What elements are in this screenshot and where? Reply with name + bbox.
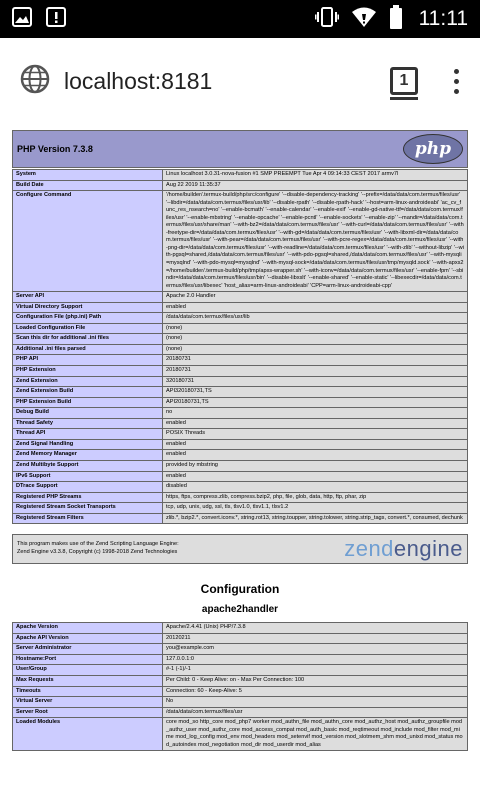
row-key: Zend Extension Build: [13, 387, 163, 398]
table-row: [13, 623, 468, 634]
table-row: [13, 313, 468, 324]
row-key: Apache API Version: [13, 633, 163, 644]
row-value: No: [163, 697, 468, 708]
row-key: Virtual Server: [13, 697, 163, 708]
row-key: Timeouts: [13, 686, 163, 697]
row-value: #-1 (-1)/-1: [163, 665, 468, 676]
row-value: core mod_so http_core mod_php7 worker mod_authn_file mod_authn_core mod_authz_host mod_authz_groupfile mod_authz_user mod_authz_core mod_access_compat mod_auth_basic mod_reqtimeout mod_include mod_filter mod_mime mod_log_config mod_env mod_headers mod_setenvif mod_version mod_slotmem_shm mod_unixd mod_status mod_autoindex mod_negotiation mod_dir mod_userdir mod_alias: [163, 718, 468, 751]
row-value: API20180731,TS: [163, 397, 468, 408]
table-row: [13, 355, 468, 366]
table-row: [13, 644, 468, 655]
table-row: [13, 513, 468, 524]
row-key: Thread Safety: [13, 418, 163, 429]
row-value: no: [163, 408, 468, 419]
table-row: [13, 460, 468, 471]
row-key: Loaded Modules: [13, 718, 163, 751]
row-value: enabled: [163, 450, 468, 461]
overflow-menu-icon[interactable]: [452, 69, 460, 94]
row-value: enabled: [163, 302, 468, 313]
row-key: Thread API: [13, 429, 163, 440]
row-key: Configure Command: [13, 191, 163, 292]
table-row: [13, 344, 468, 355]
table-row: [13, 334, 468, 345]
row-key: Registered PHP Streams: [13, 492, 163, 503]
browser-toolbar: [0, 38, 480, 124]
row-key: Zend Multibyte Support: [13, 460, 163, 471]
row-key: Build Date: [13, 180, 163, 191]
table-row: [13, 654, 468, 665]
zend-notice-line1: This program makes use of the Zend Scripting Language Engine:: [17, 541, 179, 548]
table-row: [13, 503, 468, 514]
table-row: [13, 697, 468, 708]
row-key: System: [13, 170, 163, 181]
row-key: Server API: [13, 292, 163, 303]
table-row: [13, 439, 468, 450]
table-row: [13, 471, 468, 482]
url-bar[interactable]: localhost:8181: [64, 67, 213, 94]
clock: 11:11: [418, 7, 468, 30]
zend-engine-box: [12, 534, 468, 564]
apache2handler-heading: apache2handler: [201, 604, 279, 616]
battery-icon: [389, 5, 403, 33]
row-key: Configuration File (php.ini) Path: [13, 313, 163, 324]
table-row: [13, 482, 468, 493]
table-row: [13, 376, 468, 387]
table-row: [13, 366, 468, 377]
row-value: POSIX Threads: [163, 429, 468, 440]
row-key: PHP Extension Build: [13, 397, 163, 408]
table-row: [13, 707, 468, 718]
row-value: Apache/2.4.41 (Unix) PHP/7.3.8: [163, 623, 468, 634]
table-row: [13, 665, 468, 676]
row-value: Per Child: 0 - Keep Alive: on - Max Per Connection: 100: [163, 675, 468, 686]
table-row: [13, 323, 468, 334]
row-value: /data/data/com.termux/files/usr: [163, 707, 468, 718]
row-value: 20180731: [163, 366, 468, 377]
page-content[interactable]: [0, 124, 480, 800]
table-row: [13, 397, 468, 408]
table-row: [13, 718, 468, 751]
table-row: [13, 302, 468, 313]
row-key: Server Administrator: [13, 644, 163, 655]
configuration-heading: Configuration: [200, 582, 280, 597]
row-value: you@example.com: [163, 644, 468, 655]
row-key: Server Root: [13, 707, 163, 718]
row-value: (none): [163, 334, 468, 345]
page-title: PHP Version 7.3.8: [17, 144, 93, 154]
table-row: [13, 450, 468, 461]
zend-engine-logo: zendengine: [344, 535, 463, 561]
row-key: Max Requests: [13, 675, 163, 686]
row-key: Zend Memory Manager: [13, 450, 163, 461]
table-row: [13, 686, 468, 697]
system-info-table: [12, 169, 468, 524]
row-value: /data/data/com.termux/files/usr/lib: [163, 313, 468, 324]
row-value: Aug 22 2019 11:35:37: [163, 180, 468, 191]
row-value: 127.0.0.1:0: [163, 654, 468, 665]
row-value: tcp, udp, unix, udg, ssl, tls, tlsv1.0, tlsv1.1, tlsv1.2: [163, 503, 468, 514]
row-value: (none): [163, 344, 468, 355]
row-key: Zend Extension: [13, 376, 163, 387]
row-value: '/home/builder/.termux-build/php/src/configure' '--disable-dependency-tracking' '--prefix=/data/data/com.termux/files/usr' '--libdir=/data/data/com.termux/files/usr/lib' '--disable-rpath' '--disable-rpath-hack' '--host=arm-linux-androideabi' 'ac_cv_func_res_nsearch=no' '--enable-bcmath' '--enable-calendar' '--enable-exif' '--enable-gd-native-ttf=/data/data/com.termux/files/usr' '--enable-mbstring' '--enable-opcache' '--enable-pcntl' '--enable-sockets' '--enable-zip' '--mandir=/data/data/com.termux/files/usr/share/man' '--with-bz2=/data/data/com.termux/files/usr' '--with-curl=/data/data/com.termux/files/usr' '--with-freetype-dir=/data/data/com.termux/files/usr' '--with-gd=/data/data/com.termux/files/usr' '--with-libxml-dir=/data/data/com.termux/files/usr' '--with-pear=/data/data/com.termux/files/usr' '--with-pcre-regex=/data/data/com.termux/files/usr' '--with-png-dir=/data/data/com.termux/files/usr' '--with-readline=/data/data/com.termux/files/usr' '--with-zlib' '--without-libzip' '--with-pgsql=shared,/data/data/com.termux/files/usr' '--with-pdo-pgsql=shared,/data/data/com.termux/files/usr' '--with-mysqli=mysqlnd' '--with-pdo-mysql=mysqlnd' '--with-mysql-sock=/data/data/com.termux/files/usr/tmp/mysqld.sock' '--with-apxs2=/home/builder/.termux-build/php/tmp/apxs-wrapper.sh' '--with-iconv=/data/data/com.termux/files/usr' '--enable-fpm' '--sbindir=/data/data/com.termux/files/usr/bin' '--disable-libxslt' '--enable-shared' '--enable-static' '--libexecdir=/data/data/com.termux/files/usr/libexec' 'host_alias=arm-linux-androideabi' 'CPP=arm-linux-androideabi-cpp': [163, 191, 468, 292]
row-value: https, ftps, compress.zlib, compress.bzip2, php, file, glob, data, http, ftp, phar, zip: [163, 492, 468, 503]
row-value: zlib.*, bzip2.*, convert.iconv.*, string.rot13, string.toupper, string.tolower, string.strip_tags, convert.*, consumed, dechunk: [163, 513, 468, 524]
row-key: Virtual Directory Support: [13, 302, 163, 313]
table-row: [13, 675, 468, 686]
row-value: disabled: [163, 482, 468, 493]
row-key: IPv6 Support: [13, 471, 163, 482]
table-row: [13, 408, 468, 419]
row-key: Hostname:Port: [13, 654, 163, 665]
zend-notice: [17, 541, 179, 557]
row-key: PHP API: [13, 355, 163, 366]
row-key: Debug Build: [13, 408, 163, 419]
row-value: Linux localhost 3.0.31-nova-fusion #1 SMP PREEMPT Tue Apr 4 09:14:33 CEST 2017 armv7l: [163, 170, 468, 181]
table-row: [13, 418, 468, 429]
wifi-icon: [351, 6, 377, 32]
row-key: Loaded Configuration File: [13, 323, 163, 334]
row-value: enabled: [163, 439, 468, 450]
php-logo: php: [403, 134, 463, 164]
table-row: [13, 292, 468, 303]
table-row: [13, 492, 468, 503]
table-row: [13, 180, 468, 191]
row-key: Additional .ini files parsed: [13, 344, 163, 355]
row-key: PHP Extension: [13, 366, 163, 377]
row-value: enabled: [163, 418, 468, 429]
php-version-header: [12, 130, 468, 168]
row-value: 20180731: [163, 355, 468, 366]
globe-icon[interactable]: [20, 64, 50, 98]
row-value: provided by mbstring: [163, 460, 468, 471]
status-bar: [0, 0, 480, 38]
row-key: Registered Stream Filters: [13, 513, 163, 524]
row-key: Zend Signal Handling: [13, 439, 163, 450]
table-row: [13, 429, 468, 440]
row-value: Apache 2.0 Handler: [163, 292, 468, 303]
row-value: (none): [163, 323, 468, 334]
table-row: [13, 633, 468, 644]
table-row: [13, 170, 468, 181]
tab-switcher-button[interactable]: 1: [390, 67, 418, 95]
row-key: User/Group: [13, 665, 163, 676]
row-value: 320180731: [163, 376, 468, 387]
row-key: DTrace Support: [13, 482, 163, 493]
zend-notice-line2: Zend Engine v3.3.8, Copyright (c) 1998-2018 Zend Technologies: [17, 549, 178, 556]
vibrate-icon: [315, 6, 339, 32]
row-value: 20120211: [163, 633, 468, 644]
row-value: API320180731,TS: [163, 387, 468, 398]
table-row: [13, 387, 468, 398]
row-value: enabled: [163, 471, 468, 482]
row-value: Connection: 60 - Keep-Alive: 5: [163, 686, 468, 697]
apache-info-table: [12, 622, 468, 751]
notification-icon: [46, 7, 66, 31]
table-row: [13, 191, 468, 292]
row-key: Apache Version: [13, 623, 163, 634]
image-icon: [12, 7, 32, 31]
row-key: Scan this dir for additional .ini files: [13, 334, 163, 345]
row-key: Registered Stream Socket Transports: [13, 503, 163, 514]
